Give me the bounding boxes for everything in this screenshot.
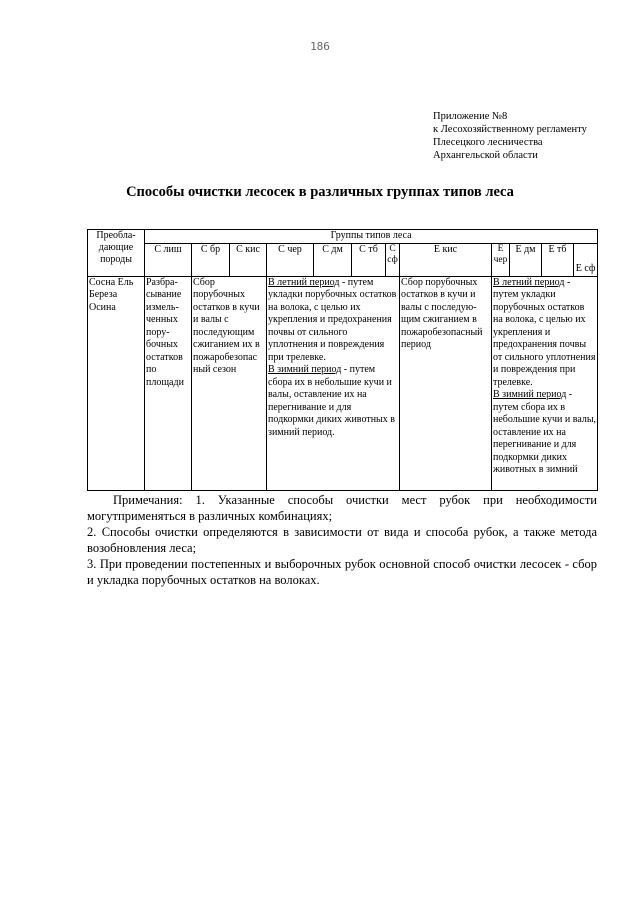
groups-header: Группы типов леса [145, 230, 598, 244]
note-3: 3. При проведении постепенных и выборочных рубок основной способ очистки лесосек - сбор и укладка порубочных остатков на волоках. [87, 557, 597, 587]
appendix-block [433, 110, 633, 162]
summer-text: - путем укладки порубочных остатков на волока, с целью их укрепления и предохранения почвы от сильного уплотнения и повреждения при трелевке. [493, 276, 596, 388]
type-header: С кис [230, 243, 267, 276]
row-header-species: Преобла- дающие породы [88, 230, 145, 277]
summer-label: В летний период [493, 276, 565, 288]
appendix-line: Плесецкого лесничества [433, 137, 543, 148]
type-header: С чер [267, 243, 314, 276]
type-header: Е чер [492, 243, 510, 276]
winter-text: - путем сбора их в небольшие кучи и валы, оставление их на перегнивание и для подкормки диких животных в зимний период. [268, 364, 395, 438]
species-cell: Сосна Ель Береза Осина [88, 276, 145, 490]
notes-block [87, 492, 597, 588]
cleaning-methods-table [87, 229, 598, 491]
method-cell-echer-esf [492, 276, 598, 490]
winter-text: - путем сбора их в небольшие кучи и валы, оставление их на перегнивание и для подкормки диких животных в зимний [493, 389, 597, 475]
document-title: Способы очистки лесосек в различных группах типов леса [126, 184, 514, 200]
type-header: Е тб [542, 243, 574, 276]
type-header: С лиш [145, 243, 192, 276]
note-1: Примечания: 1. Указанные способы очистки мест рубок при необходимости могутприменяться в различных комбинациях; [87, 493, 597, 523]
type-header: С дм [314, 243, 352, 276]
type-header: Е кис [400, 243, 492, 276]
appendix-line: Приложение №8 [433, 111, 508, 122]
summer-label: В летний период [268, 276, 340, 288]
method-cell-ekis: Сбор порубочных остатков в кучи и валы с последую-щим сжиганием в пожаробезопасный период [400, 276, 492, 490]
type-header: Е дм [510, 243, 542, 276]
appendix-line: к Лесохозяйственному регламенту [433, 124, 587, 135]
winter-label: В зимний период [268, 364, 342, 375]
page-number: 186 [310, 40, 330, 53]
method-cell-br-kis: Сбор порубочных остатков в кучи и валы с последующим сжиганием их в пожаробезопас ный сезон [192, 276, 267, 490]
winter-label: В зимний период [493, 389, 567, 400]
note-2: 2. Способы очистки определяются в зависимости от вида и способа рубок, а также метода возобновления леса; [87, 525, 597, 555]
type-header: С бр [192, 243, 230, 276]
method-cell-cher-sf [267, 276, 400, 490]
type-header: С сф [386, 243, 400, 276]
type-header: Е сф [574, 243, 598, 276]
summer-text: - путем укладки порубочных остатков на волока, с целью их укрепления и предохранения почвы от сильного уплотнения и повреждения при трелевке. [268, 276, 397, 363]
appendix-line: Архангельской области [433, 150, 538, 161]
method-cell-lish: Разбра- сывание измель- ченных пору- бочных остатков по площади [145, 276, 192, 490]
type-header: С тб [352, 243, 386, 276]
